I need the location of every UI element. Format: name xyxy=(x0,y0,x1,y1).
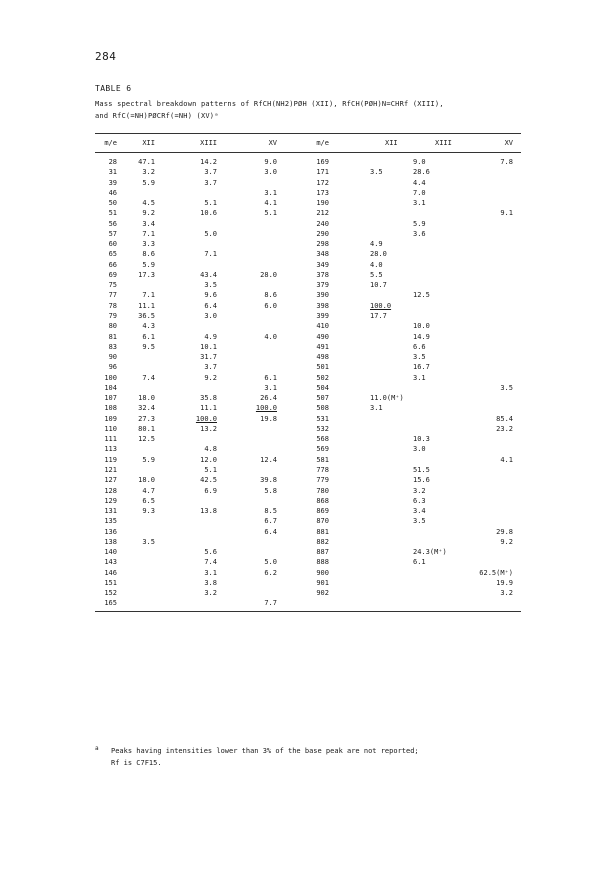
table-row xyxy=(95,496,521,506)
cell-xii-left: 7.1 xyxy=(142,291,155,300)
table-row xyxy=(95,208,521,218)
cell-me-right: 504 xyxy=(316,383,329,392)
cell-xiii-left: 7.4 xyxy=(204,558,217,567)
cell-xiii-right: 10.0 xyxy=(413,322,430,331)
cell-xv-left: 26.4 xyxy=(260,394,277,403)
cell-me-right: 171 xyxy=(316,168,329,177)
cell-xiii-right: 3.1 xyxy=(413,199,426,208)
cell-xii-left: 9.3 xyxy=(142,507,155,516)
cell-xii-left: 5.9 xyxy=(142,178,155,187)
cell-xv-right: 23.2 xyxy=(496,424,513,433)
cell-me-right: 399 xyxy=(316,311,329,320)
cell-xii-left: 7.4 xyxy=(142,373,155,382)
cell-me-right: 290 xyxy=(316,229,329,238)
cell-xv-left: 19.8 xyxy=(260,414,277,423)
cell-me-left: 129 xyxy=(104,496,117,505)
cell-xv-right: 19.9 xyxy=(496,578,513,587)
cell-xii-left: 9.5 xyxy=(142,342,155,351)
cell-xiii-right: 4.4 xyxy=(413,178,426,187)
table-row xyxy=(95,547,521,557)
cell-xiii-left: 5.0 xyxy=(204,229,217,238)
cell-xiii-left: 6.4 xyxy=(204,301,217,310)
cell-me-left: 152 xyxy=(104,589,117,598)
cell-xiii-left: 3.8 xyxy=(204,578,217,587)
cell-xiii-left: 3.5 xyxy=(204,281,217,290)
cell-xiii-right: 3.5 xyxy=(413,517,426,526)
cell-xii-left: 80.1 xyxy=(138,424,155,433)
cell-xiii-right: 10.3 xyxy=(413,435,430,444)
cell-me-right: 508 xyxy=(316,404,329,413)
cell-me-right: 868 xyxy=(316,496,329,505)
cell-xii-left: 12.5 xyxy=(138,435,155,444)
cell-xiii-right: 5.9 xyxy=(413,219,426,228)
cell-xiii-left: 31.7 xyxy=(200,353,217,362)
cell-xii-left: 6.5 xyxy=(142,496,155,505)
cell-me-left: 31 xyxy=(108,168,117,177)
cell-xv-left: 5.8 xyxy=(264,486,277,495)
cell-me-left: 78 xyxy=(108,301,117,310)
cell-xv-right: 9.1 xyxy=(500,209,513,218)
table-row xyxy=(95,260,521,270)
cell-me-left: 79 xyxy=(108,311,117,320)
table-row xyxy=(95,229,521,239)
cell-me-right: 870 xyxy=(316,517,329,526)
cell-xii-left: 18.0 xyxy=(138,394,155,403)
cell-xv-right: 4.1 xyxy=(500,455,513,464)
cell-xiii-right: 24.3(M⁺) xyxy=(413,548,447,557)
cell-xiii-right: 28.6 xyxy=(413,168,430,177)
table-row xyxy=(95,332,521,342)
table-row xyxy=(95,578,521,588)
cell-me-left: 119 xyxy=(104,455,117,464)
cell-me-left: 121 xyxy=(104,465,117,474)
cell-xii-right: 10.7 xyxy=(370,281,387,290)
cell-me-left: 51 xyxy=(108,209,117,218)
cell-me-left: 39 xyxy=(108,178,117,187)
table-row xyxy=(95,588,521,598)
cell-xii-right: 4.9 xyxy=(370,240,383,249)
cell-me-right: 298 xyxy=(316,240,329,249)
table-row xyxy=(95,219,521,229)
table-row xyxy=(95,568,521,578)
caption-line-2: and RfC(=NH)PØCRf(=NH) (XV)ᵃ xyxy=(95,112,219,120)
cell-me-left: 143 xyxy=(104,558,117,567)
cell-xiii-left: 13.2 xyxy=(200,424,217,433)
cell-xv-right: 29.8 xyxy=(496,527,513,536)
table-row xyxy=(95,414,521,424)
cell-me-left: 28 xyxy=(108,158,117,166)
cell-me-left: 111 xyxy=(104,435,117,444)
cell-me-left: 77 xyxy=(108,291,117,300)
cell-xiii-left: 43.4 xyxy=(200,270,217,279)
cell-me-left: 108 xyxy=(104,404,117,413)
cell-xv-left: 4.1 xyxy=(264,199,277,208)
cell-me-right: 490 xyxy=(316,332,329,341)
cell-xii-left: 4.3 xyxy=(142,322,155,331)
cell-me-left: 131 xyxy=(104,507,117,516)
cell-xv-left: 6.2 xyxy=(264,568,277,577)
table-row xyxy=(95,270,521,280)
cell-me-right: 532 xyxy=(316,424,329,433)
cell-xiii-left: 7.1 xyxy=(204,250,217,259)
cell-xv-left: 6.1 xyxy=(264,373,277,382)
footnote-text-1: Peaks having intensities lower than 3% of the base peak are not reported; xyxy=(111,747,419,755)
footnote-mark: a xyxy=(95,745,99,752)
cell-xii-left: 32.4 xyxy=(138,404,155,413)
cell-me-left: 100 xyxy=(104,373,117,382)
cell-xiii-right: 3.0 xyxy=(413,445,426,454)
table-row xyxy=(95,465,521,475)
cell-me-right: 881 xyxy=(316,527,329,536)
table-row xyxy=(95,393,521,403)
cell-xv-left: 9.0 xyxy=(264,158,277,166)
table-label: TABLE 6 xyxy=(95,84,132,93)
cell-xv-right: 62.5(M⁺) xyxy=(479,568,513,577)
cell-xv-right: 9.2 xyxy=(500,537,513,546)
cell-xiii-right: 3.2 xyxy=(413,486,426,495)
cell-me-right: 902 xyxy=(316,589,329,598)
table-row xyxy=(95,475,521,485)
table-row xyxy=(95,598,521,608)
table-row xyxy=(95,301,521,311)
table-row xyxy=(95,455,521,465)
cell-xiii-right: 6.3 xyxy=(413,496,426,505)
cell-xiii-left: 35.8 xyxy=(200,394,217,403)
table-row xyxy=(95,434,521,444)
cell-me-right: 390 xyxy=(316,291,329,300)
cell-me-right: 491 xyxy=(316,342,329,351)
table-row xyxy=(95,373,521,383)
cell-xv-right: 3.2 xyxy=(500,589,513,598)
cell-xv-left: 39.8 xyxy=(260,476,277,485)
cell-me-right: 349 xyxy=(316,260,329,269)
header-xv-left: XV xyxy=(268,139,277,147)
cell-xii-right: 3.1 xyxy=(370,404,383,413)
cell-xv-left: 6.7 xyxy=(264,517,277,526)
cell-xv-left: 8.5 xyxy=(264,507,277,516)
table-row xyxy=(95,188,521,198)
cell-xii-left: 17.3 xyxy=(138,270,155,279)
cell-xiii-left: 4.8 xyxy=(204,445,217,454)
cell-me-right: 887 xyxy=(316,548,329,557)
cell-xii-left: 9.2 xyxy=(142,209,155,218)
cell-xiii-right: 12.5 xyxy=(413,291,430,300)
cell-me-right: 348 xyxy=(316,250,329,259)
cell-me-left: 136 xyxy=(104,527,117,536)
cell-me-left: 138 xyxy=(104,537,117,546)
table-row xyxy=(95,167,521,177)
table-row xyxy=(95,557,521,567)
cell-me-right: 212 xyxy=(316,209,329,218)
cell-xiii-left: 10.6 xyxy=(200,209,217,218)
cell-me-left: 113 xyxy=(104,445,117,454)
table-row xyxy=(95,311,521,321)
cell-me-left: 90 xyxy=(108,353,117,362)
header-me-left: m/e xyxy=(104,139,117,147)
table-row xyxy=(95,280,521,290)
cell-xii-left: 36.5 xyxy=(138,311,155,320)
table-row xyxy=(95,321,521,331)
table-bottom-rule xyxy=(95,611,521,612)
cell-xii-left: 5.9 xyxy=(142,455,155,464)
cell-xii-left: 18.0 xyxy=(138,476,155,485)
cell-me-right: 169 xyxy=(316,158,329,166)
cell-me-left: 104 xyxy=(104,383,117,392)
header-xiii-right: XIII xyxy=(435,139,452,147)
table-row xyxy=(95,424,521,434)
cell-xii-left: 8.6 xyxy=(142,250,155,259)
cell-xv-left: 5.0 xyxy=(264,558,277,567)
cell-me-left: 75 xyxy=(108,281,117,290)
cell-xii-left: 5.9 xyxy=(142,260,155,269)
table-row xyxy=(95,383,521,393)
cell-me-left: 107 xyxy=(104,394,117,403)
cell-xv-left: 28.0 xyxy=(260,270,277,279)
cell-me-right: 507 xyxy=(316,394,329,403)
cell-xiii-right: 15.6 xyxy=(413,476,430,485)
cell-me-right: 240 xyxy=(316,219,329,228)
cell-me-left: 140 xyxy=(104,548,117,557)
cell-me-right: 779 xyxy=(316,476,329,485)
footnote-text-2: Rf is C7F15. xyxy=(111,759,162,767)
table-header-rule xyxy=(95,152,521,153)
cell-me-left: 83 xyxy=(108,342,117,351)
cell-xii-left: 47.1 xyxy=(138,158,155,166)
cell-xv-left: 7.7 xyxy=(264,599,277,608)
cell-me-right: 190 xyxy=(316,199,329,208)
table-row xyxy=(95,506,521,516)
cell-xv-left: 6.0 xyxy=(264,301,277,310)
cell-xv-right: 3.5 xyxy=(500,383,513,392)
header-xiii-left: XIII xyxy=(200,139,217,147)
cell-xiii-right: 3.5 xyxy=(413,353,426,362)
cell-me-right: 501 xyxy=(316,363,329,372)
cell-me-right: 379 xyxy=(316,281,329,290)
cell-me-left: 69 xyxy=(108,270,117,279)
table-row xyxy=(95,362,521,372)
cell-xii-left: 6.1 xyxy=(142,332,155,341)
table-row xyxy=(95,198,521,208)
cell-xiii-left: 3.7 xyxy=(204,168,217,177)
cell-xii-right: 17.7 xyxy=(370,311,387,320)
cell-xiii-left: 9.6 xyxy=(204,291,217,300)
cell-xiii-left: 13.8 xyxy=(200,507,217,516)
cell-xiii-left: 10.1 xyxy=(200,342,217,351)
cell-xiii-left: 3.1 xyxy=(204,568,217,577)
cell-me-right: 780 xyxy=(316,486,329,495)
cell-me-left: 56 xyxy=(108,219,117,228)
cell-xv-left: 4.0 xyxy=(264,332,277,341)
cell-xii-left: 3.5 xyxy=(142,537,155,546)
cell-xiii-left: 5.6 xyxy=(204,548,217,557)
cell-xv-left: 8.6 xyxy=(264,291,277,300)
cell-xiii-left: 11.1 xyxy=(200,404,217,413)
cell-xiii-left: 100.0 xyxy=(195,414,217,423)
cell-xiii-right: 14.9 xyxy=(413,332,430,341)
cell-me-left: 165 xyxy=(104,599,117,608)
header-me-right: m/e xyxy=(316,139,329,147)
caption-line-1: Mass spectral breakdown patterns of RfCH(NH2)PØH (XII), RfCH(PØH)N=CHRf (XIII), xyxy=(95,100,444,108)
table-row xyxy=(95,527,521,537)
cell-me-right: 581 xyxy=(316,455,329,464)
cell-xii-left: 3.4 xyxy=(142,219,155,228)
cell-me-left: 128 xyxy=(104,486,117,495)
cell-xiii-left: 3.7 xyxy=(204,363,217,372)
table-row xyxy=(95,157,521,167)
cell-me-left: 65 xyxy=(108,250,117,259)
cell-me-left: 151 xyxy=(104,578,117,587)
cell-xiii-left: 9.2 xyxy=(204,373,217,382)
table-row xyxy=(95,290,521,300)
cell-xii-left: 7.1 xyxy=(142,229,155,238)
header-xii-right: XII xyxy=(385,139,398,147)
header-xii-left: XII xyxy=(142,139,155,147)
cell-xiii-left: 5.1 xyxy=(204,199,217,208)
cell-xiii-right: 6.1 xyxy=(413,558,426,567)
cell-xii-right: 100.0 xyxy=(370,301,392,310)
cell-xiii-left: 12.0 xyxy=(200,455,217,464)
cell-xii-left: 3.3 xyxy=(142,240,155,249)
cell-me-right: 569 xyxy=(316,445,329,454)
cell-xv-left: 3.1 xyxy=(264,383,277,392)
cell-xii-left: 4.5 xyxy=(142,199,155,208)
cell-xii-right: 11.0(M⁺) xyxy=(370,394,404,403)
cell-me-right: 888 xyxy=(316,558,329,567)
cell-xiii-right: 3.1 xyxy=(413,373,426,382)
table-row xyxy=(95,403,521,413)
cell-me-right: 498 xyxy=(316,353,329,362)
cell-xiii-right: 7.0 xyxy=(413,188,426,197)
cell-xiii-left: 14.2 xyxy=(200,158,217,166)
cell-xv-left: 5.1 xyxy=(264,209,277,218)
cell-me-right: 901 xyxy=(316,578,329,587)
table-top-rule xyxy=(95,133,521,134)
cell-xv-left: 3.0 xyxy=(264,168,277,177)
cell-xv-left: 6.4 xyxy=(264,527,277,536)
cell-xiii-left: 3.7 xyxy=(204,178,217,187)
cell-xv-left: 12.4 xyxy=(260,455,277,464)
table-header-row xyxy=(95,139,521,151)
cell-me-right: 172 xyxy=(316,178,329,187)
cell-me-left: 50 xyxy=(108,199,117,208)
cell-me-right: 410 xyxy=(316,322,329,331)
cell-xiii-left: 5.1 xyxy=(204,465,217,474)
cell-me-right: 568 xyxy=(316,435,329,444)
cell-me-left: 46 xyxy=(108,188,117,197)
cell-xiii-left: 42.5 xyxy=(200,476,217,485)
cell-me-left: 135 xyxy=(104,517,117,526)
cell-me-right: 778 xyxy=(316,465,329,474)
cell-me-left: 127 xyxy=(104,476,117,485)
table-body xyxy=(95,157,521,609)
cell-xiii-left: 4.9 xyxy=(204,332,217,341)
cell-xiii-left: 3.0 xyxy=(204,311,217,320)
table-row xyxy=(95,178,521,188)
table-row xyxy=(95,486,521,496)
cell-me-left: 110 xyxy=(104,424,117,433)
cell-me-left: 60 xyxy=(108,240,117,249)
table-row xyxy=(95,342,521,352)
cell-me-right: 882 xyxy=(316,537,329,546)
cell-xiii-right: 51.5 xyxy=(413,465,430,474)
cell-me-right: 398 xyxy=(316,301,329,310)
cell-xiii-left: 6.9 xyxy=(204,486,217,495)
table-row xyxy=(95,537,521,547)
cell-me-right: 502 xyxy=(316,373,329,382)
cell-xii-right: 5.5 xyxy=(370,270,383,279)
table-caption xyxy=(95,98,525,122)
table-row xyxy=(95,239,521,249)
cell-xv-right: 85.4 xyxy=(496,414,513,423)
cell-me-left: 80 xyxy=(108,322,117,331)
cell-me-right: 869 xyxy=(316,507,329,516)
cell-xii-right: 28.0 xyxy=(370,250,387,259)
cell-xii-left: 27.3 xyxy=(138,414,155,423)
cell-me-left: 57 xyxy=(108,229,117,238)
cell-me-right: 173 xyxy=(316,188,329,197)
cell-xiii-right: 3.4 xyxy=(413,507,426,516)
cell-xiii-right: 16.7 xyxy=(413,363,430,372)
cell-xii-right: 4.0 xyxy=(370,260,383,269)
cell-me-left: 146 xyxy=(104,568,117,577)
page-number: 284 xyxy=(95,50,117,63)
cell-xv-right: 7.8 xyxy=(500,158,513,166)
cell-xv-left: 100.0 xyxy=(255,404,277,413)
table-row xyxy=(95,352,521,362)
table-row xyxy=(95,444,521,454)
cell-xiii-right: 3.6 xyxy=(413,229,426,238)
table-row xyxy=(95,249,521,259)
cell-me-right: 378 xyxy=(316,270,329,279)
cell-xii-left: 3.2 xyxy=(142,168,155,177)
cell-me-left: 109 xyxy=(104,414,117,423)
cell-xii-left: 4.7 xyxy=(142,486,155,495)
cell-xii-right: 3.5 xyxy=(370,168,383,177)
cell-xiii-right: 6.6 xyxy=(413,342,426,351)
cell-me-left: 81 xyxy=(108,332,117,341)
cell-xiii-left: 3.2 xyxy=(204,589,217,598)
cell-me-left: 96 xyxy=(108,363,117,372)
cell-me-right: 531 xyxy=(316,414,329,423)
cell-xiii-right: 9.0 xyxy=(413,158,426,166)
table-row xyxy=(95,516,521,526)
cell-me-right: 900 xyxy=(316,568,329,577)
cell-xv-left: 3.1 xyxy=(264,188,277,197)
header-xv-right: XV xyxy=(504,139,513,147)
cell-me-left: 66 xyxy=(108,260,117,269)
cell-xii-left: 11.1 xyxy=(138,301,155,310)
